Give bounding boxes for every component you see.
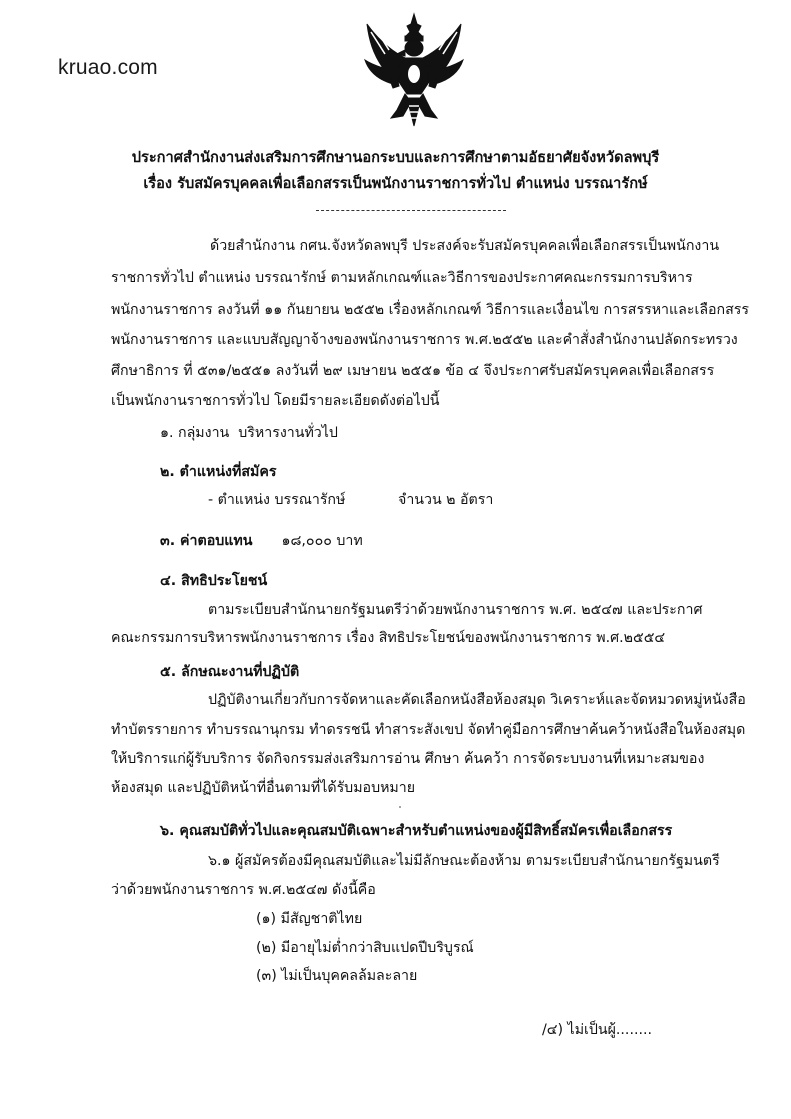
section-2-heading: ๒. ตำแหน่งที่สมัคร bbox=[160, 464, 277, 480]
intro-line: ราชการทั่วไป ตำแหน่ง บรรณารักษ์ ตามหลักเกณฑ์และวิธีการของประกาศคณะกรรมการบริหาร bbox=[111, 270, 693, 286]
section-4-heading: ๔. สิทธิประโยชน์ bbox=[160, 573, 268, 589]
garuda-emblem-icon bbox=[355, 10, 473, 128]
section-5-heading: ๕. ลักษณะงานที่ปฏิบัติ bbox=[160, 664, 300, 680]
intro-line: พนักงานราชการ ลงวันที่ ๑๑ กันยายน ๒๕๕๒ เรื่องหลักเกณฑ์ วิธีการและเงื่อนไข การสรรหาและเลือกสรร bbox=[111, 302, 750, 318]
watermark: kruao.com bbox=[58, 56, 158, 79]
continuation-text: /๔) ไม่เป็นผู้........ bbox=[542, 1022, 652, 1038]
intro-line: ศึกษาธิการ ที่ ๕๓๑/๒๕๕๑ ลงวันที่ ๒๙ เมษายน ๒๕๕๑ ข้อ ๔ จึงประกาศรับสมัครบุคคลเพื่อเลือกสรร bbox=[111, 363, 715, 379]
intro-line: เป็นพนักงานราชการทั่วไป โดยมีรายละเอียดดังต่อไปนี้ bbox=[111, 393, 440, 409]
section-5-line: ปฏิบัติงานเกี่ยวกับการจัดหาและคัดเลือกหนังสือห้องสมุด วิเคราะห์และจัดหมวดหมู่หนังสือ bbox=[208, 692, 746, 708]
section-2-count: จำนวน ๒ อัตรา bbox=[398, 492, 494, 508]
qualification-item: (๑) มีสัญชาติไทย bbox=[256, 911, 363, 927]
section-1-value: บริหารงานทั่วไป bbox=[238, 425, 338, 441]
section-6-heading: ๖. คุณสมบัติทั่วไปและคุณสมบัติเฉพาะสำหรับตำแหน่งของผู้มีสิทธิ์สมัครเพื่อเลือกสรร bbox=[160, 823, 673, 839]
qualification-item: (๓) ไม่เป็นบุคคลล้มละลาย bbox=[256, 968, 418, 984]
section-3-heading: ๓. ค่าตอบแทน bbox=[160, 533, 253, 549]
section-3-value: ๑๘,๐๐๐ บาท bbox=[281, 533, 363, 549]
header-separator-text: ------------------------------------------ bbox=[316, 200, 468, 211]
announcement-title: ประกาศสำนักงานส่งเสริมการศึกษานอกระบบและการศึกษาตามอัธยาศัยจังหวัดลพบุรี bbox=[131, 149, 660, 166]
section-5-line: ห้องสมุด และปฏิบัติหน้าที่อื่นตามที่ได้รับมอบหมาย bbox=[111, 780, 416, 796]
section-6-sub-line: ๖.๑ ผู้สมัครต้องมีคุณสมบัติและไม่มีลักษณะต้องห้าม ตามระเบียบสำนักนายกรัฐมนตรี bbox=[208, 853, 720, 869]
section-4-line: ตามระเบียบสำนักนายกรัฐมนตรีว่าด้วยพนักงานราชการ พ.ศ. ๒๕๔๗ และประกาศ bbox=[208, 602, 703, 618]
section-5-line: ให้บริการแก่ผู้รับบริการ จัดกิจกรรมส่งเสริมการอ่าน ศึกษา ค้นคว้า การจัดระบบงานที่เหมาะสมของ bbox=[111, 751, 705, 767]
section-6-sub-line: ว่าด้วยพนักงานราชการ พ.ศ.๒๕๔๗ ดังนี้คือ bbox=[111, 882, 376, 898]
section-1 bbox=[160, 423, 338, 443]
intro-line: ด้วยสำนักงาน กศน.จังหวัดลพบุรี ประสงค์จะรับสมัครบุคคลเพื่อเลือกสรรเป็นพนักงาน bbox=[210, 238, 720, 254]
section-1-heading: ๑. กลุ่มงาน bbox=[160, 425, 230, 441]
section-2-item: - ตำแหน่ง บรรณารักษ์ bbox=[208, 492, 346, 508]
section-5-line: ทำบัตรรายการ ทำบรรณานุกรม ทำดรรชนี ทำสาระสังเขป จัดทำคู่มือการศึกษาค้นคว้าหนังสือในห้องสมุด bbox=[111, 722, 746, 738]
intro-line: พนักงานราชการ และแบบสัญญาจ้างของพนักงานราชการ พ.ศ.๒๕๕๒ และคำสั่งสำนักงานปลัดกระทรวง bbox=[111, 332, 738, 348]
section-4-line: คณะกรรมการบริหารพนักงานราชการ เรื่อง สิทธิประโยชน์ของพนักงานราชการ พ.ศ.๒๕๕๔ bbox=[111, 630, 666, 646]
qualification-item: (๒) มีอายุไม่ต่ำกว่าสิบแปดปีบริบูรณ์ bbox=[256, 940, 474, 956]
announcement-subject: เรื่อง รับสมัครบุคคลเพื่อเลือกสรรเป็นพนักงานราชการทั่วไป ตำแหน่ง บรรณารักษ์ bbox=[143, 175, 648, 192]
section-3 bbox=[160, 531, 363, 551]
scan-speck bbox=[399, 806, 401, 808]
